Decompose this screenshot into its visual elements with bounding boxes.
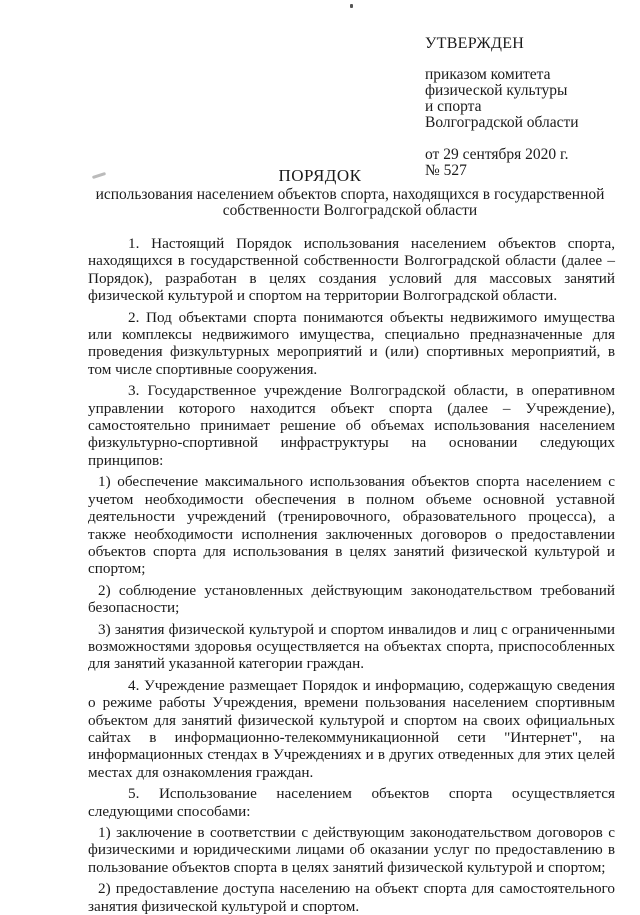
paragraph-5: 5. Использование населением объектов спорта осуществляется следующими способами: <box>88 785 615 820</box>
subitem-3-1: 1) обеспечение максимального использования объектов спорта населением с учетом необходимости обеспечения в полном объеме основной уставной деятельности учреждений (тренировочного, образовательного процесса), а также необходимости исполнения заключенных договоров о предоставлении объектов спорта для использования в целях занятий физической культурой и спортом; <box>88 473 615 578</box>
subitem-3-3: 3) занятия физической культурой и спортом инвалидов и лиц с ограниченными возможностями здоровья осуществляется на объектах спорта, приспособленных для занятий указанной категории граждан. <box>88 620 615 673</box>
approval-line: физической культуры <box>425 82 568 99</box>
document-subtitle: использования населением объектов спорта, находящихся в государственной собственности Волгоградской области <box>95 186 605 219</box>
approval-line: приказом комитета <box>425 66 551 83</box>
paragraph-3: 3. Государственное учреждение Волгоградской области, в оперативном управлении которого находится объект спорта (далее – Учреждение), самостоятельно принимает решение об объемах использования населением физкультурно-спортивной инфраструктуры на основании следующих принципов: <box>88 382 615 469</box>
subitem-5-1: 1) заключение в соответствии с действующим законодательством договоров с физическими и юридическими лицами об оказании услуг по предоставлению в пользование объектов спорта в целях занятий физической культурой и спортом; <box>88 824 615 876</box>
document-title: ПОРЯДОК <box>278 166 362 185</box>
approval-heading: УТВЕРЖДЕН <box>425 35 525 52</box>
approval-number: № 527 <box>425 162 467 179</box>
scan-speck <box>350 4 353 8</box>
document-body <box>88 235 615 915</box>
subitem-3-2: 2) соблюдение установленных действующим законодательством требований безопасности; <box>88 581 615 617</box>
approval-line: Волгоградской области <box>425 114 579 131</box>
paragraph-4: 4. Учреждение размещает Порядок и информацию, содержащую сведения о режиме работы Учреждения, времени пользования населением спортивным объектом для занятий физической культурой и спортом на своих официальных сайтах в информационно-телекоммуникационной сети "Интернет", на информационных стендах в Учреждениях и в других отведенных для этих целей местах для ознакомления граждан. <box>88 676 615 781</box>
paragraph-1: 1. Настоящий Порядок использования населением объектов спорта, находящихся в государственной собственности Волгоградской области (далее – Порядок), разработан в целях создания условий для массовых занятий физической культурой и спортом на территории Волгоградской области. <box>88 235 615 305</box>
approval-block <box>425 36 625 179</box>
approval-line: и спорта <box>425 98 482 115</box>
approval-date: от 29 сентября 2020 г. <box>425 146 569 163</box>
paragraph-2: 2. Под объектами спорта понимаются объекты недвижимого имущества или комплексы недвижимого имущества, специально предназначенные для проведения физкультурных мероприятий и (или) спортивных мероприятий, в том числе спортивные сооружения. <box>88 308 615 378</box>
subitem-5-2: 2) предоставление доступа населению на объект спорта для самостоятельного занятия физической культурой и спортом. <box>88 880 615 915</box>
